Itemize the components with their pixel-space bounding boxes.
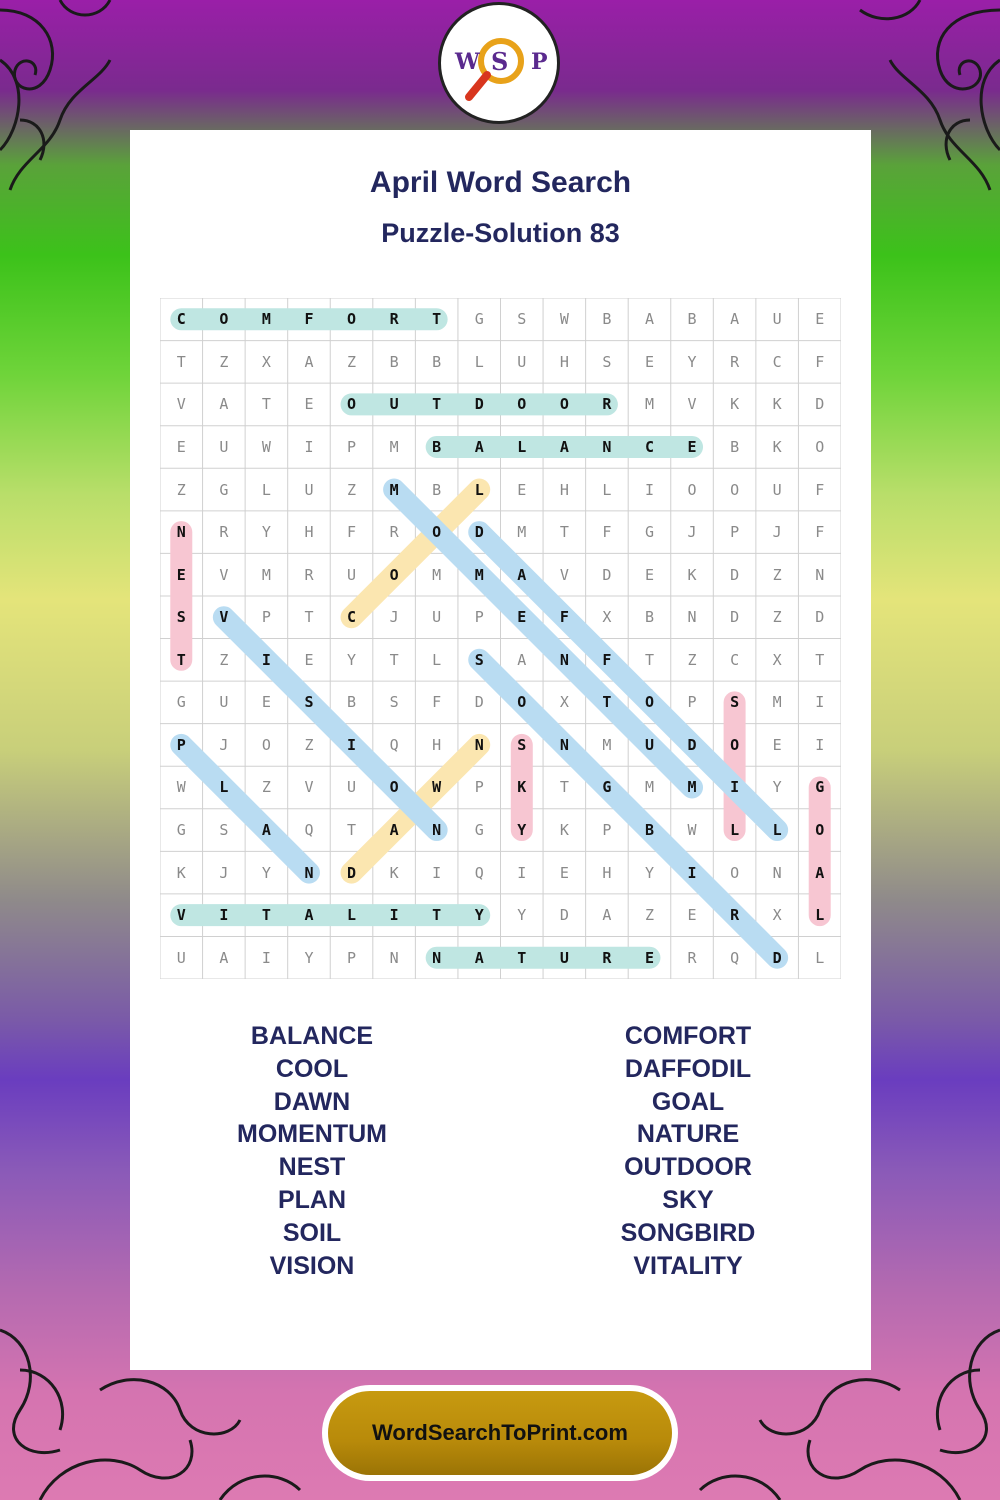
grid-letter: Z	[772, 565, 782, 584]
grid-letter: Z	[644, 906, 654, 925]
grid-letter: D	[474, 395, 484, 414]
grid-letter: X	[772, 650, 782, 669]
grid-letter: B	[730, 437, 740, 456]
grid-letter: V	[559, 565, 569, 584]
grid-letter: L	[772, 821, 782, 840]
grid-letter: I	[815, 693, 825, 712]
grid-letter: E	[644, 948, 654, 967]
grid-letter: G	[644, 523, 654, 542]
grid-letter: D	[687, 735, 697, 754]
grid-letter: H	[559, 480, 569, 499]
grid-letter: S	[389, 693, 399, 712]
word-list-item: COMFORT	[624, 1022, 752, 1050]
grid-letter: X	[602, 608, 612, 627]
grid-letter: B	[644, 821, 654, 840]
grid-letter: T	[176, 352, 186, 371]
grid-letter: A	[474, 437, 484, 456]
grid-letter: W	[687, 821, 697, 840]
word-list-item: SOIL	[282, 1218, 342, 1247]
grid-letter: E	[687, 437, 697, 456]
grid-letter: O	[389, 778, 399, 797]
grid-letter: E	[815, 310, 825, 329]
grid-letter: F	[815, 352, 825, 371]
grid-letter: I	[304, 437, 314, 456]
grid-letter: S	[176, 608, 186, 627]
grid-letter: F	[432, 693, 442, 712]
grid-letter: R	[389, 310, 399, 329]
grid-letter: B	[644, 608, 654, 627]
grid-letter: P	[347, 948, 357, 967]
grid-letter: R	[389, 523, 399, 542]
grid-letter: W	[432, 778, 442, 797]
grid-letter: P	[730, 523, 740, 542]
grid-letter: T	[602, 693, 612, 712]
grid-letter: Q	[474, 863, 484, 882]
grid-letter: K	[730, 395, 740, 414]
grid-letter: O	[687, 480, 697, 499]
grid-letter: A	[474, 948, 484, 967]
grid-letter: Z	[347, 480, 357, 499]
grid-letter: W	[261, 437, 271, 456]
grid-letter: S	[219, 821, 229, 840]
grid-letter: J	[219, 735, 229, 754]
grid-letter: M	[602, 735, 612, 754]
grid-letter: P	[602, 821, 612, 840]
grid-letter: O	[517, 693, 527, 712]
grid-letter: T	[432, 310, 442, 329]
grid-letter: I	[815, 735, 825, 754]
grid-letter: A	[602, 906, 612, 925]
word-list-item: SONGBIRD	[620, 1218, 756, 1247]
grid-letter: L	[261, 480, 271, 499]
grid-letter: V	[219, 608, 229, 627]
grid-letter: F	[559, 608, 569, 627]
grid-letter: N	[474, 735, 484, 754]
grid-letter: N	[389, 948, 399, 967]
grid-letter: A	[730, 310, 740, 329]
grid-letter: M	[389, 437, 399, 456]
grid-letter: O	[730, 863, 740, 882]
grid-letter: R	[304, 565, 314, 584]
grid-letter: M	[261, 310, 271, 329]
word-list-item: NATURE	[636, 1120, 740, 1149]
grid-letter: P	[176, 735, 186, 754]
grid-letter: L	[474, 480, 484, 499]
grid-letter: I	[687, 863, 697, 882]
grid-letter: M	[432, 565, 442, 584]
grid-letter: N	[602, 437, 612, 456]
grid-letter: H	[432, 735, 442, 754]
grid-letter: U	[772, 310, 782, 329]
grid-letter: A	[517, 650, 527, 669]
word-list-item: VISION	[269, 1251, 355, 1280]
grid-letter: T	[304, 608, 314, 627]
grid-letter: M	[389, 480, 399, 499]
grid-letter: N	[815, 565, 825, 584]
word-list-item: SKY	[662, 1185, 714, 1214]
grid-letter: S	[517, 310, 527, 329]
grid-letter: O	[815, 437, 825, 456]
grid-letter: A	[304, 906, 314, 925]
grid-letter: O	[347, 395, 357, 414]
grid-letter: I	[730, 778, 740, 797]
grid-letter: A	[304, 352, 314, 371]
grid-letter: D	[730, 565, 740, 584]
grid-letter: Y	[474, 906, 484, 925]
grid-letter: A	[517, 565, 527, 584]
grid-letter: D	[772, 948, 782, 967]
grid-letter: P	[261, 608, 271, 627]
word-list-item: GOAL	[651, 1087, 725, 1116]
grid-letter: R	[730, 352, 740, 371]
grid-letter: I	[389, 906, 399, 925]
grid-letter: K	[687, 565, 697, 584]
grid-letter: K	[517, 778, 527, 797]
grid-letter: O	[517, 395, 527, 414]
grid-letter: O	[389, 565, 399, 584]
grid-letter: D	[474, 523, 484, 542]
grid-letter: M	[687, 778, 697, 797]
grid-letter: Z	[219, 352, 229, 371]
grid-letter: R	[219, 523, 229, 542]
grid-letter: B	[602, 310, 612, 329]
grid-letter: E	[176, 437, 186, 456]
grid-letter: E	[644, 352, 654, 371]
grid-letter: B	[432, 480, 442, 499]
grid-letter: R	[602, 395, 612, 414]
grid-letter: N	[772, 863, 782, 882]
page-title: April Word Search	[369, 166, 632, 199]
grid-letter: O	[815, 821, 825, 840]
grid-letter: Y	[304, 948, 314, 967]
grid-letter: U	[219, 437, 229, 456]
grid-letter: X	[261, 352, 271, 371]
grid-letter: T	[261, 906, 271, 925]
grid-letter: K	[559, 821, 569, 840]
grid-letter: O	[730, 480, 740, 499]
grid-letter: T	[432, 906, 442, 925]
grid-letter: J	[389, 608, 399, 627]
grid-letter: T	[176, 650, 186, 669]
grid-letter: L	[815, 906, 825, 925]
grid-letter: B	[432, 437, 442, 456]
grid-letter: D	[474, 693, 484, 712]
word-list-item: NEST	[278, 1153, 346, 1182]
word-search-grid	[160, 298, 841, 979]
grid-letter: H	[602, 863, 612, 882]
grid-letter: T	[815, 650, 825, 669]
grid-letter: P	[687, 693, 697, 712]
grid-letter: Y	[517, 821, 527, 840]
grid-letter: L	[347, 906, 357, 925]
grid-letter: K	[389, 863, 399, 882]
grid-letter: G	[602, 778, 612, 797]
grid-letter: S	[517, 735, 527, 754]
grid-letter: D	[730, 608, 740, 627]
site-link[interactable]: WordSearchToPrint.com	[328, 1391, 672, 1475]
grid-letter: L	[730, 821, 740, 840]
grid-letter: O	[432, 523, 442, 542]
grid-letter: G	[474, 310, 484, 329]
grid-letter: V	[687, 395, 697, 414]
grid-letter: T	[347, 821, 357, 840]
grid-letter: M	[644, 395, 654, 414]
grid-letter: C	[772, 352, 782, 371]
grid-letter: N	[432, 948, 442, 967]
grid-letter: E	[304, 650, 314, 669]
grid-letter: A	[644, 310, 654, 329]
grid-letter: B	[687, 310, 697, 329]
grid-letter: V	[219, 565, 229, 584]
grid-letter: G	[219, 480, 229, 499]
grid-letter: U	[432, 608, 442, 627]
page-subtitle: Puzzle-Solution 83	[381, 218, 620, 248]
grid-letter: O	[644, 693, 654, 712]
puzzle-card	[130, 130, 871, 1370]
grid-letter: D	[347, 863, 357, 882]
grid-letter: R	[687, 948, 697, 967]
grid-letter: D	[815, 395, 825, 414]
word-list-item: COOL	[275, 1054, 349, 1083]
grid-letter: S	[730, 693, 740, 712]
grid-letter: Z	[687, 650, 697, 669]
grid-letter: U	[219, 693, 229, 712]
grid-letter: Y	[517, 906, 527, 925]
grid-letter: C	[644, 437, 654, 456]
grid-letter: U	[772, 480, 782, 499]
grid-letter: O	[559, 395, 569, 414]
grid-letter: Y	[347, 650, 357, 669]
grid-letter: G	[176, 693, 186, 712]
word-list-item: MOMENTUM	[237, 1120, 387, 1149]
grid-letter: P	[347, 437, 357, 456]
grid-letter: J	[219, 863, 229, 882]
logo-letter-w: W	[455, 49, 480, 75]
grid-letter: R	[602, 948, 612, 967]
grid-letter: D	[602, 565, 612, 584]
grid-letter: W	[176, 778, 186, 797]
grid-letter: W	[559, 310, 569, 329]
grid-letter: L	[517, 437, 527, 456]
grid-letter: C	[347, 608, 357, 627]
word-list-item: DAFFODIL	[624, 1054, 752, 1083]
grid-letter: M	[517, 523, 527, 542]
grid-letter: U	[347, 565, 357, 584]
grid-letter: Z	[772, 608, 782, 627]
grid-letter: I	[261, 650, 271, 669]
grid-letter: U	[559, 948, 569, 967]
grid-letter: Y	[261, 863, 271, 882]
grid-letter: I	[347, 735, 357, 754]
grid-letter: B	[347, 693, 357, 712]
grid-letter: E	[304, 395, 314, 414]
grid-letter: G	[176, 821, 186, 840]
grid-letter: U	[347, 778, 357, 797]
grid-letter: Y	[261, 523, 271, 542]
grid-letter: F	[602, 650, 612, 669]
grid-letter: A	[261, 821, 271, 840]
grid-letter: E	[517, 480, 527, 499]
grid-letter: F	[304, 310, 314, 329]
grid-letter: E	[517, 608, 527, 627]
logo-letter-p: P	[531, 49, 548, 75]
word-list-item: VITALITY	[633, 1251, 743, 1280]
grid-letter: M	[474, 565, 484, 584]
grid-letter: V	[176, 395, 186, 414]
grid-letter: O	[261, 735, 271, 754]
grid-letter: L	[219, 778, 229, 797]
grid-letter: T	[559, 523, 569, 542]
grid-letter: M	[261, 565, 271, 584]
grid-letter: G	[474, 821, 484, 840]
grid-letter: Y	[772, 778, 782, 797]
grid-letter: L	[474, 352, 484, 371]
grid-letter: V	[304, 778, 314, 797]
grid-letter: N	[176, 523, 186, 542]
grid-letter: Z	[304, 735, 314, 754]
logo-letter-s: S	[491, 47, 509, 76]
grid-letter: V	[176, 906, 186, 925]
grid-letter: P	[474, 608, 484, 627]
grid-letter: Y	[687, 352, 697, 371]
grid-letter: E	[176, 565, 186, 584]
grid-letter: K	[772, 437, 782, 456]
grid-letter: F	[602, 523, 612, 542]
grid-letter: E	[644, 565, 654, 584]
word-list-item: DAWN	[273, 1087, 351, 1116]
grid-letter: I	[219, 906, 229, 925]
grid-letter: T	[559, 778, 569, 797]
grid-letter: E	[261, 693, 271, 712]
grid-letter: Z	[176, 480, 186, 499]
logo	[438, 2, 560, 124]
grid-letter: B	[389, 352, 399, 371]
grid-letter: U	[304, 480, 314, 499]
grid-letter: Z	[261, 778, 271, 797]
grid-letter: O	[347, 310, 357, 329]
grid-letter: F	[815, 523, 825, 542]
grid-letter: N	[559, 650, 569, 669]
grid-letter: Y	[644, 863, 654, 882]
grid-letter: F	[347, 523, 357, 542]
grid-letter: N	[687, 608, 697, 627]
grid-letter: H	[559, 352, 569, 371]
grid-letter: A	[559, 437, 569, 456]
grid-letter: J	[772, 523, 782, 542]
grid-letter: L	[432, 650, 442, 669]
grid-letter: S	[602, 352, 612, 371]
word-list-item: PLAN	[277, 1185, 347, 1214]
grid-letter: Q	[304, 821, 314, 840]
grid-cells	[160, 298, 841, 979]
grid-letter: D	[815, 608, 825, 627]
grid-letter: S	[474, 650, 484, 669]
grid-letter: K	[772, 395, 782, 414]
grid-letter: N	[559, 735, 569, 754]
grid-letter: F	[815, 480, 825, 499]
grid-letter: R	[730, 906, 740, 925]
grid-letter: L	[602, 480, 612, 499]
grid-letter: U	[644, 735, 654, 754]
word-list-right	[538, 1020, 838, 1282]
word-list-left	[162, 1020, 462, 1282]
grid-letter: I	[644, 480, 654, 499]
grid-letter: N	[304, 863, 314, 882]
grid-letter: E	[559, 863, 569, 882]
grid-letter: J	[687, 523, 697, 542]
grid-letter: S	[304, 693, 314, 712]
grid-letter: N	[432, 821, 442, 840]
grid-letter: M	[644, 778, 654, 797]
grid-letter: T	[517, 948, 527, 967]
grid-letter: I	[432, 863, 442, 882]
grid-letter: A	[389, 821, 399, 840]
grid-letter: E	[687, 906, 697, 925]
grid-letter: L	[815, 948, 825, 967]
grid-letter: X	[559, 693, 569, 712]
grid-letter: T	[432, 395, 442, 414]
grid-letter: A	[219, 395, 229, 414]
grid-letter: A	[815, 863, 825, 882]
grid-letter: U	[176, 948, 186, 967]
grid-letter: B	[432, 352, 442, 371]
grid-letter: T	[389, 650, 399, 669]
grid-letter: U	[389, 395, 399, 414]
grid-letter: K	[176, 863, 186, 882]
grid-letter: I	[517, 863, 527, 882]
grid-letter: H	[304, 523, 314, 542]
grid-letter: C	[730, 650, 740, 669]
grid-letter: Q	[389, 735, 399, 754]
grid-letter: X	[772, 906, 782, 925]
grid-letter: T	[261, 395, 271, 414]
grid-letter: Z	[347, 352, 357, 371]
grid-letter: D	[559, 906, 569, 925]
grid-letter: T	[644, 650, 654, 669]
grid-letter: G	[815, 778, 825, 797]
grid-letter: C	[176, 310, 186, 329]
word-list-item: OUTDOOR	[624, 1153, 752, 1182]
site-banner[interactable]	[322, 1385, 678, 1481]
grid-letter: E	[772, 735, 782, 754]
grid-letter: P	[474, 778, 484, 797]
grid-letter: I	[261, 948, 271, 967]
word-list-item: BALANCE	[250, 1022, 374, 1050]
grid-letter: O	[730, 735, 740, 754]
grid-letter: A	[219, 948, 229, 967]
grid-letter: M	[772, 693, 782, 712]
grid-letter: U	[517, 352, 527, 371]
grid-letter: Q	[730, 948, 740, 967]
grid-letter: Z	[219, 650, 229, 669]
grid-letter: O	[219, 310, 229, 329]
